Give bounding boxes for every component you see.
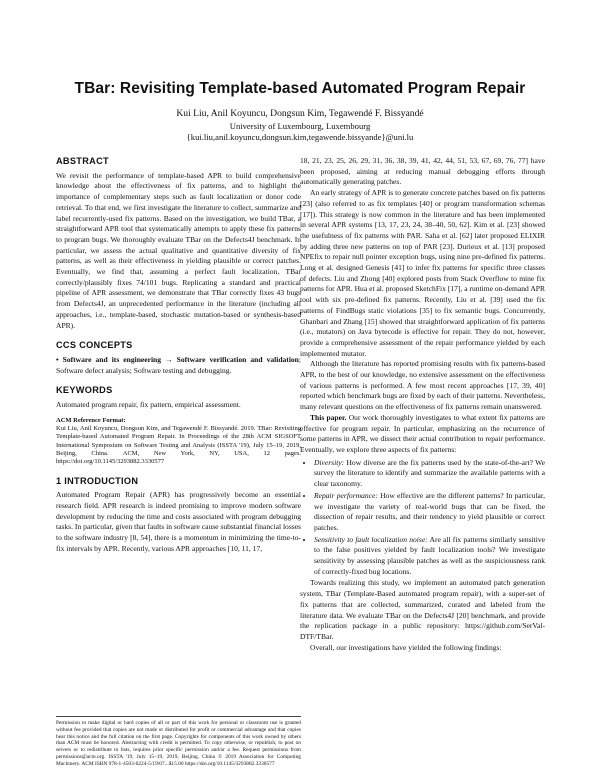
aspect-text: Are all fix patterns similarly sensitive to the false positives yielded by fault localization tools? We investigate sensitivity by assessing plausible patches as well as the suspiciousness rank of correctly-fixed bug locations. xyxy=(314,534,545,576)
left-column xyxy=(56,156,301,554)
aspect-label: Sensitivity to fault localization noise: xyxy=(314,534,428,544)
author-emails: {kui.liu,anil.koyuncu,dongsun.kim,tegawende.bissyande}@uni.lu xyxy=(186,132,414,142)
abstract-heading: ABSTRACT xyxy=(56,156,109,166)
aspect-text: How effective are the different patterns? In particular, we investigate the variety of real-world bugs that can be fixed, the dissection of repair results, and their tendency to yield plausible or correct patches. xyxy=(314,490,545,532)
ccs-primary: • Software and its engineering → Software verification and validation xyxy=(56,354,299,364)
right-para-5: Towards realizing this study, we implement an automated patch generation system, TBar (Template-Based automated program repair), with a super-set of fix patterns that are collected, summarized, curated and labeled from the literature data. We evaluate TBar on the Defects4J [20] benchmark, and provide the replication package in a public repository: https://github.com/SerVal-DTF/TBar. xyxy=(300,578,545,641)
ccs-heading: CCS CONCEPTS xyxy=(56,340,133,351)
intro-heading: 1 INTRODUCTION xyxy=(56,475,139,486)
this-paper-text: Our work thoroughly investigates to what extent fix patterns are effective for program repair. In particular, emphasizing on the recurrence of some patterns in APR, we dissect their actual contribution to repair performance. Eventually, we explore three aspects of fix patterns: xyxy=(300,412,545,454)
acm-ref-heading: ACM Reference Format: xyxy=(56,416,126,424)
aspect-item xyxy=(314,535,545,578)
aspect-label: Repair performance: xyxy=(314,490,378,500)
affiliation-block xyxy=(0,121,600,143)
acm-ref-text: Kui Liu, Anil Koyuncu, Dongsun Kim, and Tegawendé F. Bissyandé. 2019. TBar: Revisiting Template-based Automated Program Repair. In Proceedings of the 28th ACM SIGSOFT International Symposium on Software Testing and Analysis (ISSTA '19), July 15–19, 2019, Beijing, China. ACM, New York, NY, USA, 12 pages. https://doi.org/10.1145/3293882.3330577 xyxy=(56,425,301,466)
intro-text: Automated Program Repair (APR) has progressively become an essential research field. APR research is indeed promising to improve modern software development by reducing the time and costs associated with program debugging tasks. In particular, given that faults in software cause substantial financial losses to the software industry [8, 54], there is a momentum in minimizing the time-to-fix intervals by APR. Recently, various APR approaches [10, 11, 17, xyxy=(56,490,301,553)
author-list: Kui Liu, Anil Koyuncu, Dongsun Kim, Tegawendé F. Bissyandé xyxy=(176,108,424,119)
copyright-footnote xyxy=(56,716,301,768)
ccs-text xyxy=(56,355,301,376)
aspect-label: Diversity: xyxy=(314,457,345,467)
keywords-text: Automated program repair, fix pattern, empirical assessment. xyxy=(56,400,241,410)
right-para-3: Although the literature has reported promising results with fix patterns-based APR, to the best of our knowledge, no extensive assessment on the effectiveness of various patterns is performed. A few most recent approaches [17, 39, 40] reported which benchmark bugs are fixed by each of their patterns. Nevertheless, many relevant questions on the effectiveness of fix patterns remain unanswered. xyxy=(300,359,545,412)
aspect-text: How diverse are the fix patterns used by the state-of-the-art? We survey the literature to identify and summarize the available patterns with a clear taxonomy. xyxy=(314,457,545,489)
keywords-heading: KEYWORDS xyxy=(56,385,113,396)
footnote-text: Permission to make digital or hard copies of all or part of this work for personal or classroom use is granted without fee provided that copies are not made or distributed for profit or commercial advantage and that copies bear this notice and the full citation on the first page. Copyrights for components of this work owned by others than ACM must be honored. Abstracting with credit is permitted. To copy otherwise, or republish, to post on servers or to redistribute to lists, requires prior specific permission and/or a fee. Request permissions from permissions@acm.org. ISSTA '19, July 15–19, 2019, Beijing, China © 2019 Association for Computing Machinery. ACM ISBN 978-1-4503-6224-5/19/07...$15.00 https://doi.org/10.1145/3293882.3330577 xyxy=(56,720,301,767)
affiliation: University of Luxembourg, Luxembourg xyxy=(229,121,371,131)
right-para-6: Overall, our investigations have yielded the following findings: xyxy=(310,642,502,652)
this-paper-label: This paper. xyxy=(310,412,347,422)
aspect-item xyxy=(314,491,545,534)
abstract-text: We revisit the performance of template-based APR to build comprehensive knowledge about the effectiveness of fix patterns, and to highlight the importance of complementary steps such as fault localization or donor code retrieval. To that end, we first investigate the literature to collect, summarize and label recurrently-used fix patterns. Based on the investigation, we build TBar, a straightforward APR tool that systematically attempts to apply these fix patterns to program bugs. We thoroughly evaluate TBar on the Defects4J benchmark. In particular, we assess the actual qualitative and quantitative diversity of fix patterns, as well as their effectiveness in yielding plausible or correct patches. Eventually, we find that, assuming a perfect fault localization, TBar correctly/plausibly fixes 74/101 bugs. Replicating a standard and practical pipeline of APR assessment, we demonstrate that TBar correctly fixes 43 bugs from Defects4J, an unprecedented performance in the literature (including all approaches, i.e., template-based, stochastic mutation-based or synthesis-based APR). xyxy=(56,170,301,330)
aspect-item xyxy=(314,458,545,490)
right-para-2: An early strategy of APR is to generate concrete patches based on fix patterns [23] (also referred to as fix templates [40] or program transformation schemas [17]). This strategy is now common in the literature and has been implemented in several APR systems [13, 17, 23, 24, 38–40, 50, 62]. Kim et al. [23] showed the usefulness of fix patterns with PAR. Saha et al. [62] later proposed ELIXIR by adding three new patterns on top of PAR [23]. Durieux et al. [13] proposed NPEfix to repair null pointer exception bugs, using nine pre-defined fix patterns. Long et al. designed Genesis [41] to infer fix patterns for specific three classes of defects. Liu and Zhong [40] explored posts from Stack Overflow to mine fix patterns for APR. Hua et al. proposed SketchFix [17], a runtime on-demand APR tool with six pre-defined fix patterns. Recently, Liu et al. [39] used the fix patterns of FindBugs static violations [35] to fix semantic bugs. Concurrently, Ghanbari and Zhang [15] showed that straightforward application of fix patterns (i.e., mutators) on Java bytecode is effective for repair. They do not, however, provide a comprehensive assessment of the repair performance yielded by each implemented mutator. xyxy=(300,188,545,358)
ccs-secondary: ; Software defect analysis; Software testing and debugging. xyxy=(56,354,301,375)
paper-title: TBar: Revisiting Template-based Automated Program Repair xyxy=(74,80,526,97)
right-column xyxy=(300,156,545,653)
footnote-divider xyxy=(56,716,301,717)
aspects-list xyxy=(300,458,545,578)
right-para-1: 18, 21, 23, 25, 26, 29, 31, 36, 38, 39, 41, 42, 44, 51, 53, 67, 69, 76, 77] have been proposed, aiming at reducing manual debugging efforts through automatically generating patches. xyxy=(300,156,545,187)
right-para-4 xyxy=(300,413,545,456)
